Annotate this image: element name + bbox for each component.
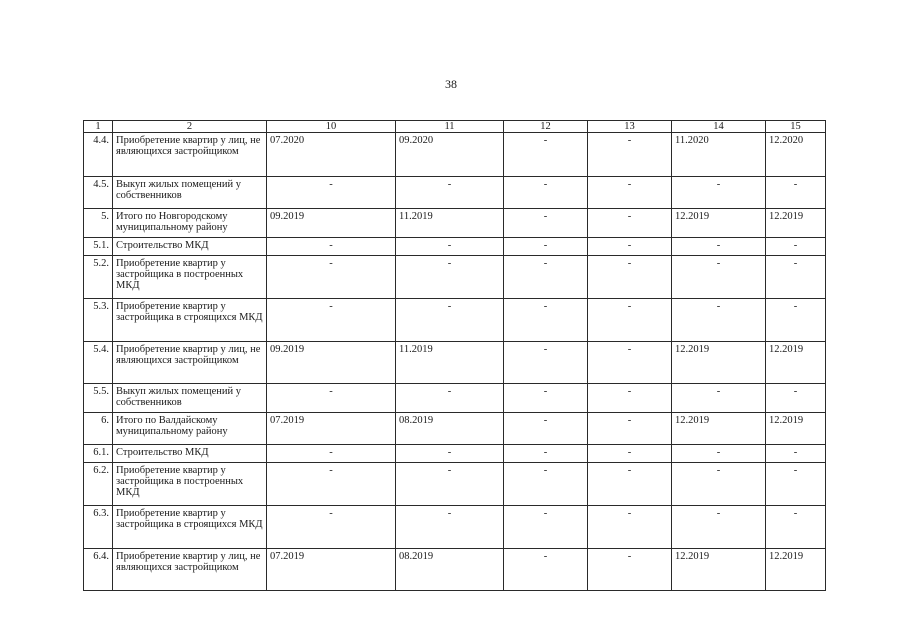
row-number: 6.4. [84,549,113,591]
cell-value: - [504,445,588,463]
cell-value: - [588,463,672,506]
cell-value: - [588,445,672,463]
table-row [84,342,826,384]
cell-value: - [396,384,504,413]
cell-value: - [588,238,672,256]
cell-value: - [267,445,396,463]
cell-value: 12.2019 [766,342,826,384]
row-number: 5.3. [84,299,113,342]
cell-value: 12.2019 [766,549,826,591]
cell-value: - [396,463,504,506]
cell-value: 12.2019 [766,413,826,445]
row-name: Приобретение квартир у застройщика в построенных МКД [113,463,267,506]
cell-value: - [504,299,588,342]
cell-value: - [504,413,588,445]
cell-value: - [588,384,672,413]
column-header: 13 [588,121,672,133]
cell-value: - [588,299,672,342]
cell-value: - [588,342,672,384]
row-name: Строительство МКД [113,238,267,256]
cell-value: 07.2019 [267,413,396,445]
cell-value: - [267,384,396,413]
cell-value: - [766,384,826,413]
cell-value: - [672,299,766,342]
column-header: 10 [267,121,396,133]
row-name: Приобретение квартир у застройщика в строящихся МКД [113,506,267,549]
cell-value: 07.2019 [267,549,396,591]
cell-value: - [766,445,826,463]
row-number: 5.5. [84,384,113,413]
cell-value: - [504,177,588,209]
cell-value: 12.2019 [672,342,766,384]
row-number: 6.3. [84,506,113,549]
cell-value: - [588,209,672,238]
table-row [84,413,826,445]
cell-value: - [504,256,588,299]
cell-value: - [267,256,396,299]
cell-value: - [672,463,766,506]
cell-value: - [504,133,588,177]
cell-value: - [588,549,672,591]
cell-value: 08.2019 [396,549,504,591]
cell-value: 12.2019 [672,209,766,238]
row-name: Приобретение квартир у застройщика в построенных МКД [113,256,267,299]
cell-value: 09.2019 [267,209,396,238]
row-number: 5.4. [84,342,113,384]
cell-value: 08.2019 [396,413,504,445]
cell-value: 12.2019 [672,413,766,445]
cell-value: - [672,506,766,549]
column-header: 2 [113,121,267,133]
row-number: 5.2. [84,256,113,299]
row-name: Приобретение квартир у лиц, не являющихся застройщиком [113,549,267,591]
cell-value: - [267,463,396,506]
cell-value: - [396,238,504,256]
table-row [84,238,826,256]
row-name: Выкуп жилых помещений у собственников [113,177,267,209]
cell-value: - [396,299,504,342]
cell-value: - [504,549,588,591]
row-name: Выкуп жилых помещений у собственников [113,384,267,413]
cell-value: - [267,299,396,342]
cell-value: 11.2019 [396,209,504,238]
cell-value: - [267,177,396,209]
cell-value: 12.2020 [766,133,826,177]
cell-value: - [766,238,826,256]
row-number: 5.1. [84,238,113,256]
row-name: Итого по Валдайскому муниципальному району [113,413,267,445]
row-number: 6. [84,413,113,445]
cell-value: - [504,463,588,506]
row-name: Итого по Новгородскому муниципальному району [113,209,267,238]
table-row [84,299,826,342]
cell-value: - [504,384,588,413]
cell-value: - [672,384,766,413]
cell-value: - [396,256,504,299]
cell-value: - [588,177,672,209]
cell-value: - [766,463,826,506]
cell-value: - [766,256,826,299]
cell-value: - [672,177,766,209]
row-number: 6.2. [84,463,113,506]
table-row [84,445,826,463]
row-number: 6.1. [84,445,113,463]
table-row [84,463,826,506]
cell-value: - [672,445,766,463]
column-header: 1 [84,121,113,133]
cell-value: - [588,413,672,445]
row-name: Строительство МКД [113,445,267,463]
cell-value: - [504,342,588,384]
cell-value: 12.2019 [672,549,766,591]
cell-value: 12.2019 [766,209,826,238]
cell-value: - [504,238,588,256]
table-row [84,209,826,238]
table-row [84,549,826,591]
cell-value: - [766,177,826,209]
cell-value: - [504,506,588,549]
table-row [84,506,826,549]
column-header: 14 [672,121,766,133]
page-number: 38 [445,77,457,91]
cell-value: - [766,506,826,549]
cell-value: - [588,256,672,299]
cell-value: - [396,506,504,549]
cell-value: - [588,506,672,549]
cell-value: - [396,177,504,209]
schedule-table [83,120,826,591]
row-number: 4.5. [84,177,113,209]
row-number: 5. [84,209,113,238]
cell-value: - [267,506,396,549]
cell-value: - [766,299,826,342]
table-row [84,177,826,209]
table-row [84,256,826,299]
cell-value: - [672,256,766,299]
cell-value: - [672,238,766,256]
row-number: 4.4. [84,133,113,177]
cell-value: 09.2020 [396,133,504,177]
cell-value: - [504,209,588,238]
column-header: 11 [396,121,504,133]
table-row [84,384,826,413]
row-name: Приобретение квартир у застройщика в строящихся МКД [113,299,267,342]
column-header: 12 [504,121,588,133]
cell-value: - [267,238,396,256]
column-header: 15 [766,121,826,133]
cell-value: - [396,445,504,463]
table-row [84,133,826,177]
cell-value: 11.2020 [672,133,766,177]
cell-value: 09.2019 [267,342,396,384]
row-name: Приобретение квартир у лиц, не являющихся застройщиком [113,133,267,177]
row-name: Приобретение квартир у лиц, не являющихся застройщиком [113,342,267,384]
cell-value: 11.2019 [396,342,504,384]
cell-value: - [588,133,672,177]
table-header-row [84,121,826,133]
cell-value: 07.2020 [267,133,396,177]
